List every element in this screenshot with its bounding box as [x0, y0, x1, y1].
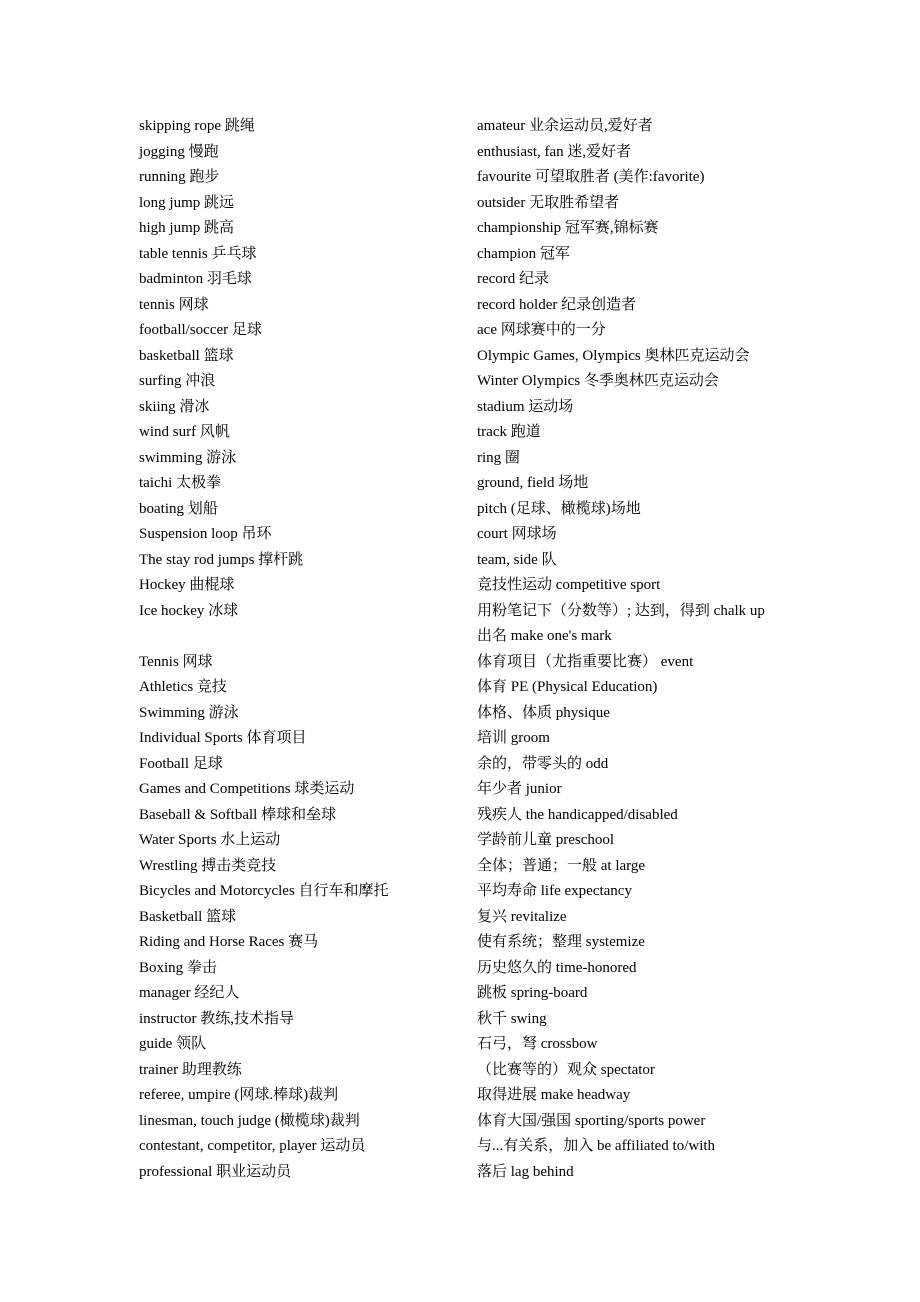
vocab-line: 竞技性运动 competitive sport: [477, 577, 661, 593]
vocab-line: Riding and Horse Races 赛马: [139, 934, 319, 950]
vocab-line: ring 圈: [477, 449, 520, 466]
vocab-line: boating 划船: [139, 500, 218, 517]
vocab-line: referee, umpire (网球.棒球)裁判: [139, 1087, 339, 1103]
vocab-line: 使有系统；整理 systemize: [477, 934, 645, 950]
vocab-line: tennis 网球: [139, 296, 209, 313]
vocab-line: 残疾人 the handicapped/disabled: [477, 806, 678, 823]
vocab-line: 落后 lag behind: [477, 1163, 574, 1180]
vocab-line: Football 足球: [139, 755, 223, 772]
vocab-line: champion 冠军: [477, 245, 570, 262]
vocab-line: Swimming 游泳: [139, 704, 239, 721]
left-vocabulary-column: [139, 114, 459, 1185]
right-vocabulary-column: [477, 114, 897, 1185]
vocab-line: track 跑道: [477, 424, 541, 440]
vocab-line: enthusiast, fan 迷,爱好者: [477, 143, 632, 160]
vocab-line: favourite 可望取胜者 (美作:favorite): [477, 169, 705, 185]
vocab-line: 石弓，弩 crossbow: [477, 1036, 598, 1052]
vocab-line: outsider 无取胜希望者: [477, 194, 620, 211]
vocab-line: 年少者 junior: [477, 781, 562, 797]
vocab-line: surfing 冲浪: [139, 373, 216, 389]
vocab-line: jogging 慢跑: [139, 143, 219, 160]
vocab-line: Games and Competitions 球类运动: [139, 781, 355, 797]
vocab-line: Bicycles and Motorcycles 自行车和摩托: [139, 883, 389, 899]
vocab-line: stadium 运动场: [477, 398, 574, 415]
vocab-line: 体育 PE (Physical Education): [477, 679, 658, 695]
vocab-line: trainer 助理教练: [139, 1061, 242, 1078]
vocab-line: 用粉笔记下（分数等）; 达到，得到 chalk up: [477, 602, 765, 619]
vocab-line: Olympic Games, Olympics 奥林匹克运动会: [477, 347, 750, 364]
vocab-line: linesman, touch judge (橄榄球)裁判: [139, 1112, 360, 1129]
vocab-line: Suspension loop 吊环: [139, 526, 272, 542]
vocab-line: badminton 羽毛球: [139, 271, 252, 287]
vocab-line: Hockey 曲棍球: [139, 577, 235, 593]
vocab-line: Individual Sports 体育项目: [139, 730, 307, 746]
vocab-line: swimming 游泳: [139, 449, 237, 466]
vocab-line: guide 领队: [139, 1036, 207, 1052]
vocab-line: pitch (足球、橄榄球)场地: [477, 500, 641, 517]
vocab-line: skipping rope 跳绳: [139, 118, 255, 134]
vocab-line: court 网球场: [477, 526, 557, 542]
vocab-line: championship 冠军赛,锦标赛: [477, 220, 659, 236]
vocab-line: amateur 业余运动员,爱好者: [477, 118, 653, 134]
vocab-line: high jump 跳高: [139, 220, 235, 236]
vocab-line: Athletics 竞技: [139, 679, 227, 695]
vocab-line: running 跑步: [139, 169, 220, 185]
vocab-line: 取得进展 make headway: [477, 1087, 631, 1103]
vocab-line: professional 职业运动员: [139, 1163, 292, 1180]
vocab-line: 秋千 swing: [477, 1010, 547, 1027]
vocab-line: ground, field 场地: [477, 475, 589, 491]
vocab-line: Tennis 网球: [139, 653, 213, 670]
vocab-line: Water Sports 水上运动: [139, 832, 281, 848]
vocab-line: 体育大国/强国 sporting/sports power: [477, 1112, 706, 1129]
vocab-line: ace 网球赛中的一分: [477, 322, 606, 338]
vocab-line: manager 经纪人: [139, 985, 240, 1001]
vocab-line: 全体；普通；一般 at large: [477, 857, 646, 874]
vocab-line: 出名 make one's mark: [477, 628, 612, 644]
vocab-line: （比赛等的）观众 spectator: [477, 1061, 655, 1078]
vocab-line: long jump 跳远: [139, 194, 235, 211]
vocab-line: record 纪录: [477, 271, 550, 287]
vocab-line: instructor 教练,技术指导: [139, 1010, 294, 1027]
vocab-line: 复兴 revitalize: [477, 908, 567, 925]
vocab-line: table tennis 乒乓球: [139, 245, 257, 262]
vocab-line: The stay rod jumps 撑杆跳: [139, 551, 304, 568]
blank-line: [139, 624, 459, 650]
vocab-line: record holder 纪录创造者: [477, 296, 637, 313]
vocab-line: 历史悠久的 time-honored: [477, 959, 637, 976]
vocab-line: team, side 队: [477, 551, 557, 568]
vocab-line: wind surf 风帆: [139, 424, 230, 440]
vocab-line: contestant, competitor, player 运动员: [139, 1138, 366, 1154]
vocab-line: 体育项目（尤指重要比赛） event: [477, 653, 694, 670]
vocab-line: 学龄前儿童 preschool: [477, 832, 615, 848]
vocab-line: 跳板 spring-board: [477, 985, 588, 1001]
vocab-line: Ice hockey 冰球: [139, 602, 239, 619]
vocab-line: basketball 篮球: [139, 347, 234, 364]
vocab-line: Wrestling 搏击类竞技: [139, 857, 277, 874]
vocab-line: Baseball & Softball 棒球和垒球: [139, 806, 337, 823]
vocab-line: Basketball 篮球: [139, 908, 237, 925]
vocab-line: 体格、体质 physique: [477, 704, 610, 721]
vocab-line: football/soccer 足球: [139, 322, 262, 338]
vocab-line: 培训 groom: [477, 730, 550, 746]
vocab-line: taichi 太极拳: [139, 475, 222, 491]
vocab-line: 与...有关系，加入 be affiliated to/with: [477, 1138, 716, 1154]
vocab-line: 平均寿命 life expectancy: [477, 883, 632, 899]
vocab-line: 余的，带零头的 odd: [477, 755, 609, 772]
vocab-line: skiing 滑冰: [139, 398, 210, 415]
vocab-line: Boxing 拳击: [139, 959, 217, 976]
vocab-line: Winter Olympics 冬季奥林匹克运动会: [477, 373, 719, 389]
